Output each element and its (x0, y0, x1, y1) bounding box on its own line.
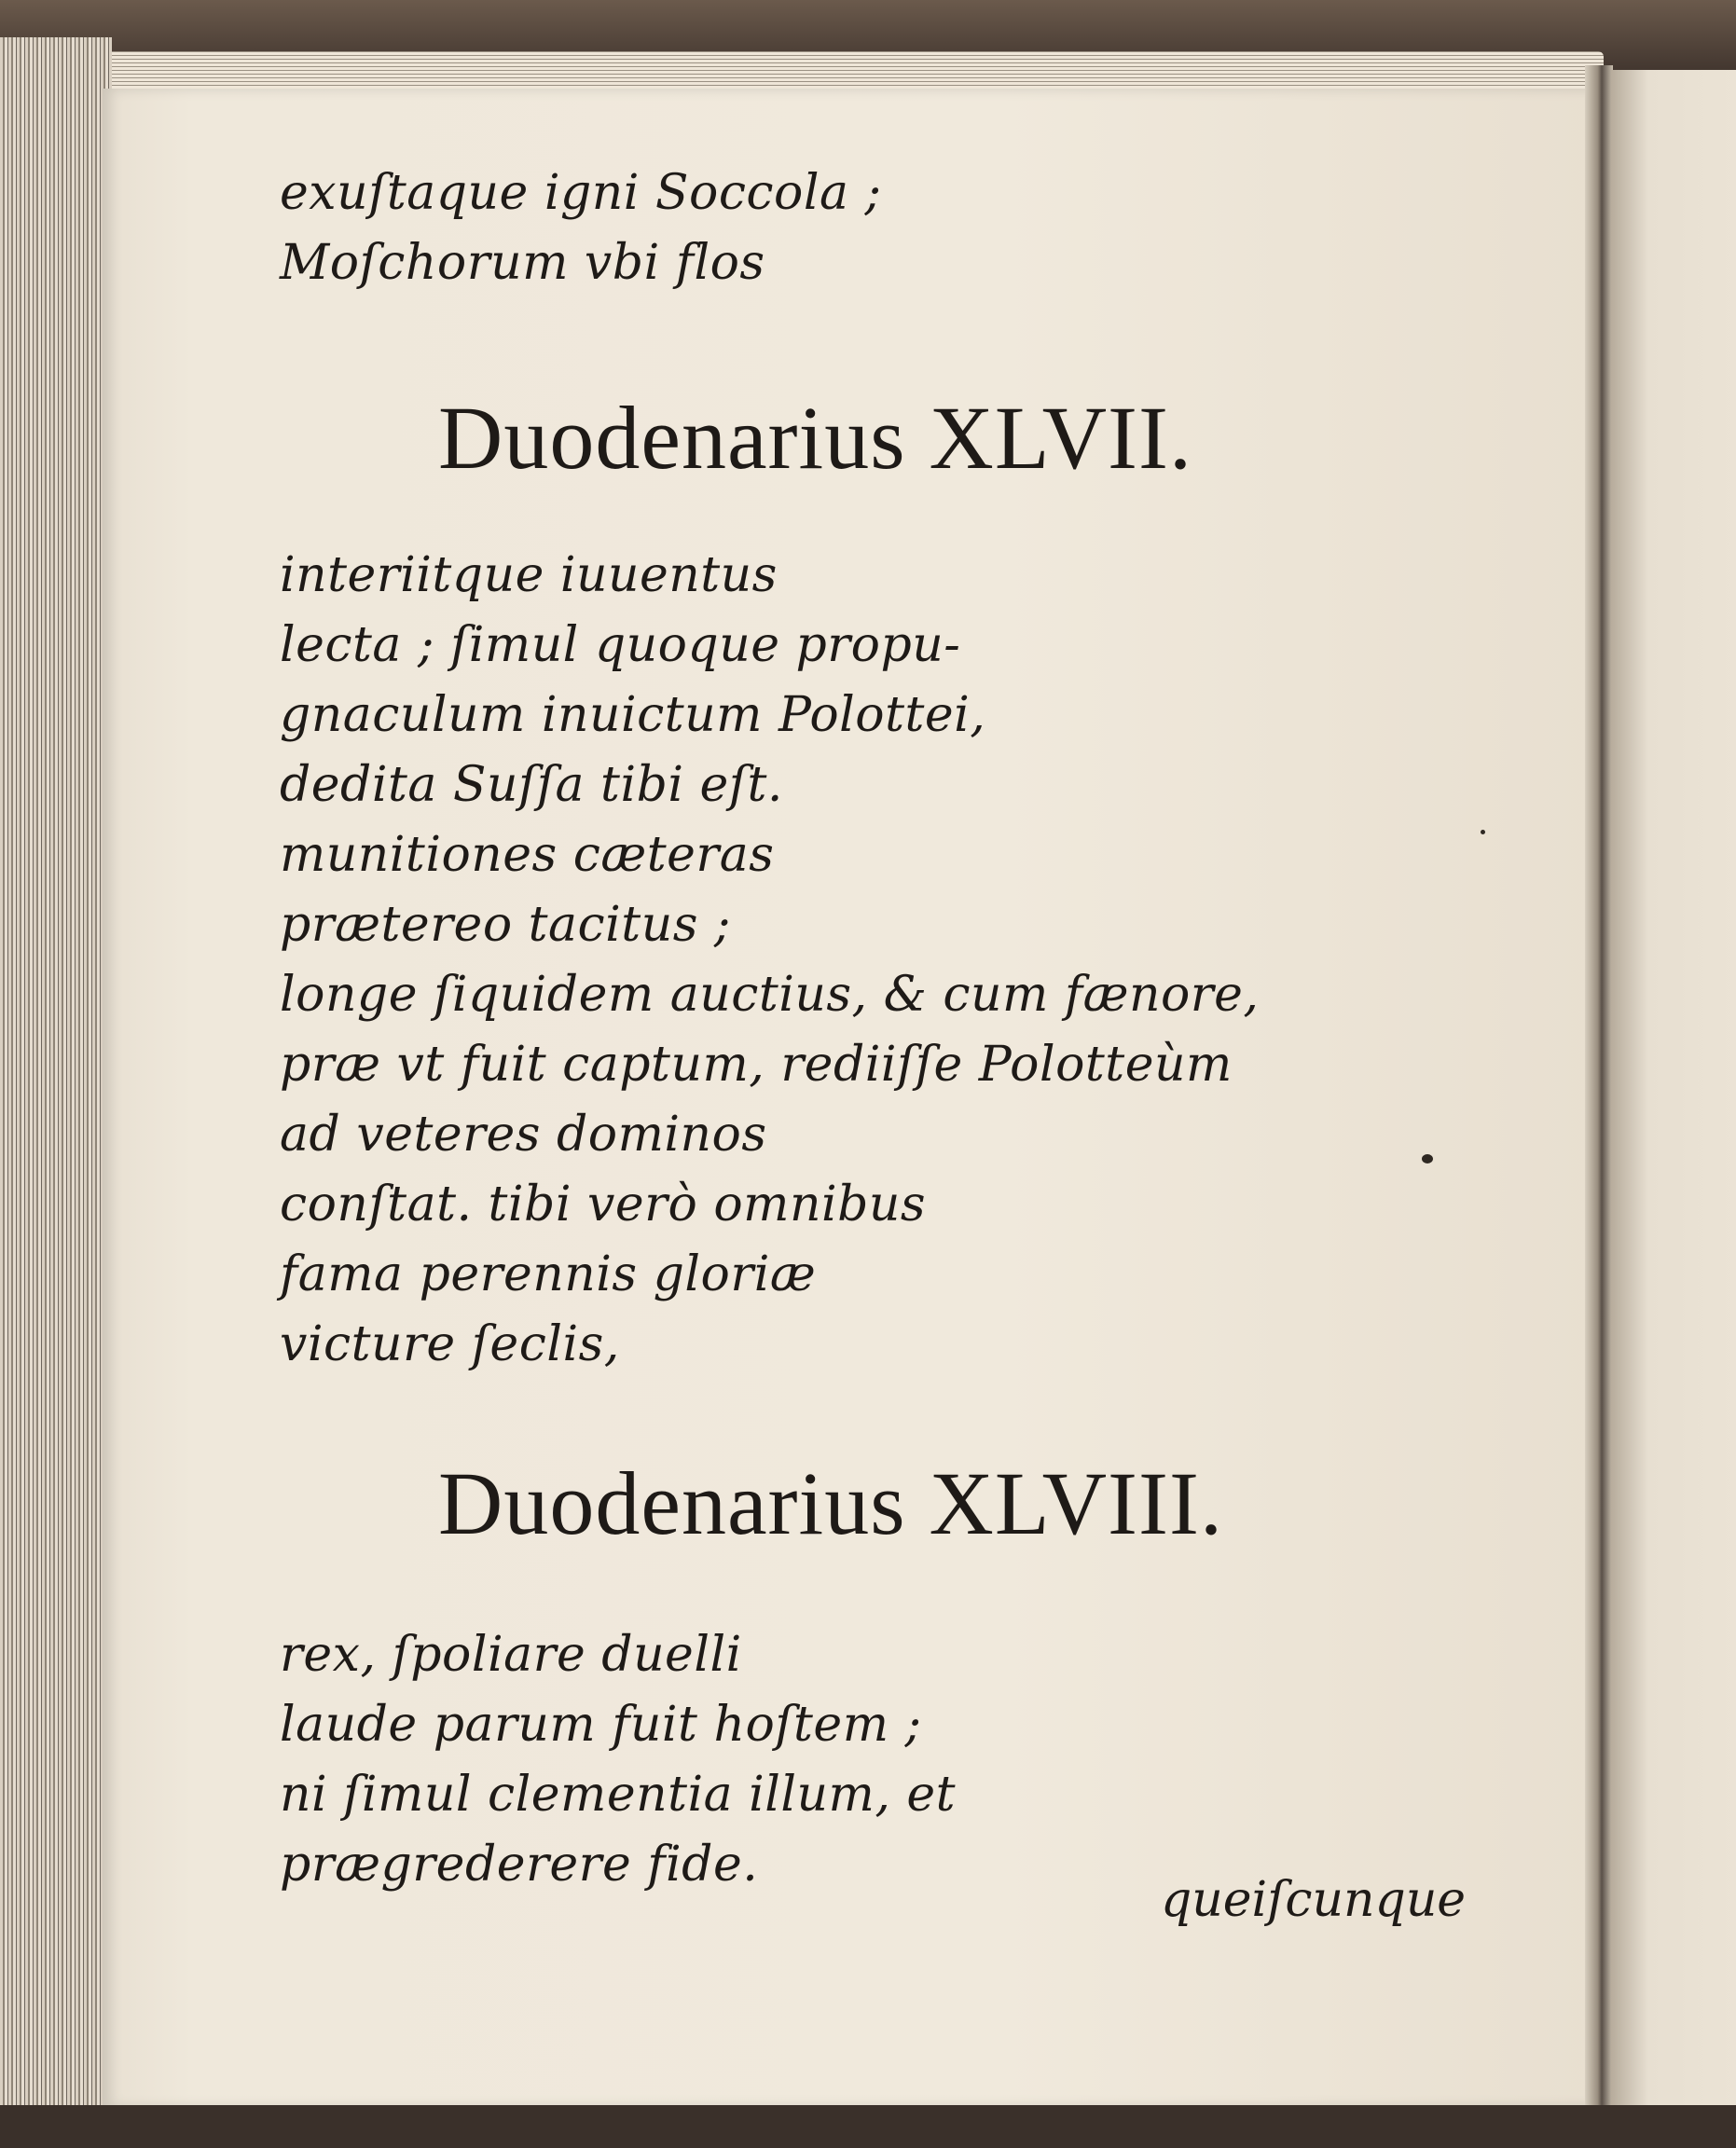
facing-page (1611, 70, 1736, 2121)
verse-line: conſtat. tibi verò omnibus (280, 1177, 927, 1232)
page-fore-edge (0, 37, 112, 2107)
catchword: queiſcunque (1161, 1872, 1467, 1928)
verse-line: prætereo tacitus ; (280, 897, 731, 953)
section-heading: Duodenarius XLVII. (438, 388, 1192, 488)
page-text (280, 158, 1492, 1900)
verse-line: exuſtaque igni Soccola ; (280, 165, 882, 221)
book-gutter (1585, 65, 1613, 2116)
verse-line: præ vt fuit captum, rediiſſe Polotteùm (280, 1037, 1233, 1093)
verse-line: lecta ; ſimul quoque propu- (280, 617, 961, 673)
verse-line: laude parum fuit hoſtem ; (280, 1697, 922, 1753)
verse-line: fama perennis gloriæ (280, 1246, 817, 1302)
verse-line: ni ſimul clementia illum, et (280, 1767, 957, 1823)
book-bottom-edge (0, 2105, 1736, 2148)
verse-line: rex, ſpoliare duelli (280, 1627, 742, 1683)
verse-line: victure ſeclis, (280, 1316, 620, 1372)
section-heading: Duodenarius XLVIII. (438, 1453, 1223, 1553)
verse-line: ad veteres dominos (280, 1107, 767, 1163)
verse-line: munitiones cæteras (280, 827, 775, 883)
verse-line: interiitque iuuentus (280, 547, 778, 603)
verse-line: longe ſiquidem auctius, & cum fænore, (280, 967, 1260, 1023)
verse-line: Moſchorum vbi flos (280, 235, 765, 291)
verse-line: prægrederere fide. (280, 1837, 759, 1893)
verse-line: dedita Suſſa tibi eſt. (280, 757, 783, 813)
verse-line: gnaculum inuictum Polottei, (280, 687, 986, 743)
